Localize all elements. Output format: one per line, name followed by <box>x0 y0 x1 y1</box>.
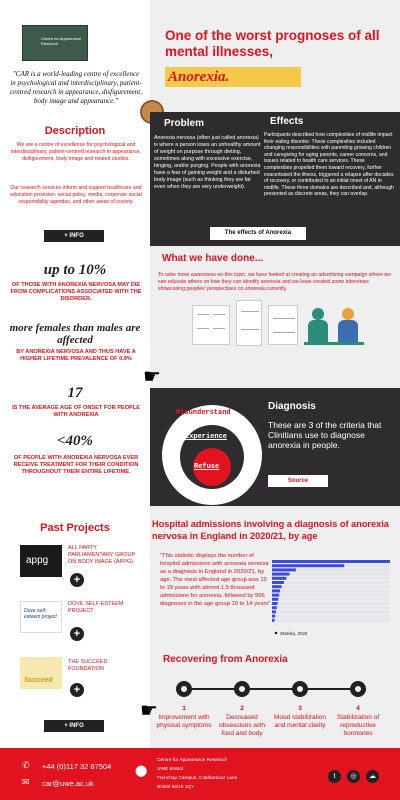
project-3-label: THE SUCCEED FOUNDATION <box>68 659 108 672</box>
step-3-label: Mood stabilization and mental clarity <box>273 714 327 729</box>
pointing-hand-icon: ☛ <box>140 700 158 722</box>
source-button[interactable]: Source <box>268 475 328 487</box>
dove-logo: Dove self-esteem project <box>20 601 62 633</box>
label-refuse: Refuse <box>194 463 220 471</box>
storyboard-image[interactable] <box>192 305 230 345</box>
headline: One of the worst prognoses of all mental illnesses, <box>165 28 380 59</box>
chart-legend: Statista, 2022 <box>280 631 308 636</box>
storyboard-image[interactable] <box>236 300 262 346</box>
chart-bar <box>272 581 284 584</box>
effects-title: Effects <box>270 116 304 127</box>
legend-marker <box>275 632 278 635</box>
instagram-icon[interactable]: ◎ <box>347 770 360 783</box>
location-pin-icon: ⬤ <box>135 765 148 777</box>
phone-number[interactable]: +44 (0)117 32 87504 <box>42 762 112 771</box>
step-4-label: Stabilization of reproductive hormones <box>336 714 380 737</box>
chart-bar <box>272 560 390 563</box>
chart-track <box>272 619 390 622</box>
effects-button[interactable]: The effects of Anorexia <box>210 227 306 240</box>
recovery-timeline <box>178 688 366 690</box>
chart-bar <box>272 568 296 571</box>
chart-track <box>272 615 390 618</box>
chart-track <box>272 602 390 605</box>
twitter-icon[interactable]: t <box>328 770 341 783</box>
chart-track <box>272 577 390 580</box>
chart-track <box>272 581 390 584</box>
description-p2: Our research services inform and support healthcare and education provision, social policy, media, corporate social responsibility agendas, and other areas of society. <box>10 185 142 205</box>
headline-highlight: Anorexia. <box>165 67 301 87</box>
chart-bar <box>272 589 280 592</box>
chart-bar <box>272 594 279 597</box>
project-2-plus-button[interactable]: + <box>70 627 84 641</box>
stat-4-text: OF PEOPLE WITH ANOREXIA NERVOSA EVER RECEIVE TREATMENT FOR THEIR CONDITION THROUGHOUT THEIR ENTIRE LIFETIME. <box>13 455 139 475</box>
problem-text: Anorexia nervosa (often just called anorexia) is where a person loses an unhealthy amount of weight on purpose through dieting, sometimes along with excessive exercise, binging, and/or purging. People with anorexia have a fear of gaining weight and a disturbed body image (such as thinking they are fat even when they are very underweight). <box>154 135 261 190</box>
step-1-number: 1 <box>182 705 186 712</box>
pointing-hand-icon: ☛ <box>143 366 161 388</box>
chart-track <box>272 594 390 597</box>
step-2-label: Decreased obsessions with food and body <box>219 714 265 737</box>
past-info-button[interactable]: + INFO <box>44 720 104 732</box>
past-projects-title: Past Projects <box>40 522 110 534</box>
chart-bar <box>272 619 274 622</box>
step-1-label: Improvement with physical symptoms <box>156 714 212 729</box>
stat-2-text: BY ANOREXIA NERVOSA AND THUS HAVE A HIGHER LIFETIME PREVALENCE OF 0.9% <box>16 349 136 362</box>
mission-quote: "CAR is a world-leading centre of excellence in psychological and interdisciplinary, patient-centred research in appearance, disfigurement, body image and appearance." <box>10 70 142 105</box>
stat-2-big: more females than males are affected <box>9 322 141 346</box>
address-line-2: UWE Bristol <box>157 767 183 772</box>
address-line-3: Frenchay Campus, Coldharbour Lane <box>157 776 238 781</box>
effects-text: Participants described how complexities of midlife impact their eating disorder. These complexities included changing responsibilities with parenting growing children and caregiving for aging parents, career concerns, and issues related to health care services. These complexities propelled them toward recovery, further exacerbated the illness, triggered a relapse after decades of recovery, or contributed to an initial onset of AN in midlife. These three domains are described and, although presented as discrete areas, they can overlap. <box>264 132 394 198</box>
stat-4-big: <40% <box>56 433 94 449</box>
step-4-number: 4 <box>356 705 360 712</box>
project-3-plus-button[interactable]: + <box>70 683 84 697</box>
admissions-bar-chart <box>272 560 392 640</box>
what-done-text: To raise more awareness on this topic, we have looked at creating an advertising campaign where we can educate others on how they can identify anorexia and we have created some interviews showcasing peoples' perspectives on anorexia currently. <box>158 272 391 292</box>
hospital-quote: "This statistic displays the number of hospital admissions with anorexia nervosa as a diagnosis in England in 2020/21, by age. The most affected age group was 15 to 19 years with almost 1.5 thousand admissions for anorexia, followed by 906 diagnoses in the age group 10 to 14 years". <box>160 553 272 607</box>
chart-track <box>272 610 390 613</box>
step-2-node <box>234 681 250 697</box>
appg-logo: appg <box>20 545 62 577</box>
succeed-logo: Succeed <box>20 657 62 689</box>
chart-track <box>272 606 390 609</box>
chart-bar <box>272 606 277 609</box>
step-4-node <box>350 681 366 697</box>
chart-bar <box>272 564 344 567</box>
diagnosis-title: Diagnosis <box>268 401 316 412</box>
step-3-number: 3 <box>298 705 302 712</box>
chart-bar <box>272 615 275 618</box>
project-1-label: ALL PARTY PARLIAMENTARY GROUP ON BODY IMAGE (APPG) <box>68 545 136 565</box>
description-p1: We are a centre of excellence for psychological and interdisciplinary, patient-centred research in appearance, disfigurement, body image and related studies. <box>10 142 142 162</box>
soundcloud-icon[interactable]: ☁ <box>366 770 379 783</box>
step-3-node <box>292 681 308 697</box>
problem-title: Problem <box>164 118 205 129</box>
what-done-title: What we have done... <box>162 253 264 264</box>
chart-track <box>272 589 390 592</box>
stat-1-big: up to 10% <box>43 262 107 278</box>
stat-3-text: IS THE AVERAGE AGE OF ONSET FOR PEOPLE WITH ANOREXIA <box>12 405 140 418</box>
storyboard-image[interactable] <box>268 305 298 345</box>
address-line-1: Centre for Appearance Research <box>157 758 228 763</box>
stat-1-text: OF THOSE WITH ANOREXIA NERVOSA MAY DIE FROM COMPLICATIONS ASSOCIATED WITH THE DISORDER. <box>10 282 142 302</box>
phone-icon: ✆ <box>22 760 30 770</box>
project-1-plus-button[interactable]: + <box>70 573 84 587</box>
chart-bar <box>272 602 278 605</box>
email-address[interactable]: car@uwe.ac.uk <box>42 779 94 788</box>
label-experience: Experience <box>185 433 228 441</box>
chart-bar <box>272 573 290 576</box>
chart-bar <box>272 610 276 613</box>
email-icon: ✉ <box>22 777 30 787</box>
label-misunderstand: Misunderstand <box>176 409 231 417</box>
chart-track <box>272 585 390 588</box>
chart-track <box>272 573 390 576</box>
car-logo: Centre for Appearance Research <box>22 25 88 61</box>
chart-bar <box>272 598 278 601</box>
description-title: Description <box>44 125 106 137</box>
interview-illustration[interactable] <box>304 302 364 348</box>
recovery-title: Recovering from Anorexia <box>163 654 288 665</box>
chart-track <box>272 598 390 601</box>
stat-3-big: 17 <box>67 385 83 401</box>
project-2-label: DOVE SELF-ESTEEM PROJECT <box>68 601 124 614</box>
description-info-button[interactable]: + INFO <box>44 230 104 242</box>
step-1-node <box>176 681 192 697</box>
hospital-title: Hospital admissions involving a diagnosis of anorexia nervosa in England in 2020/21, by age <box>152 519 389 541</box>
diagnosis-text: These are 3 of the criteria that Clinitians use to diagnose anorexia in people. <box>268 420 382 450</box>
chart-bar <box>272 577 286 580</box>
step-2-number: 2 <box>240 705 244 712</box>
address-line-4: Bristol BS16 1QY <box>157 785 195 790</box>
chart-bar <box>272 585 282 588</box>
